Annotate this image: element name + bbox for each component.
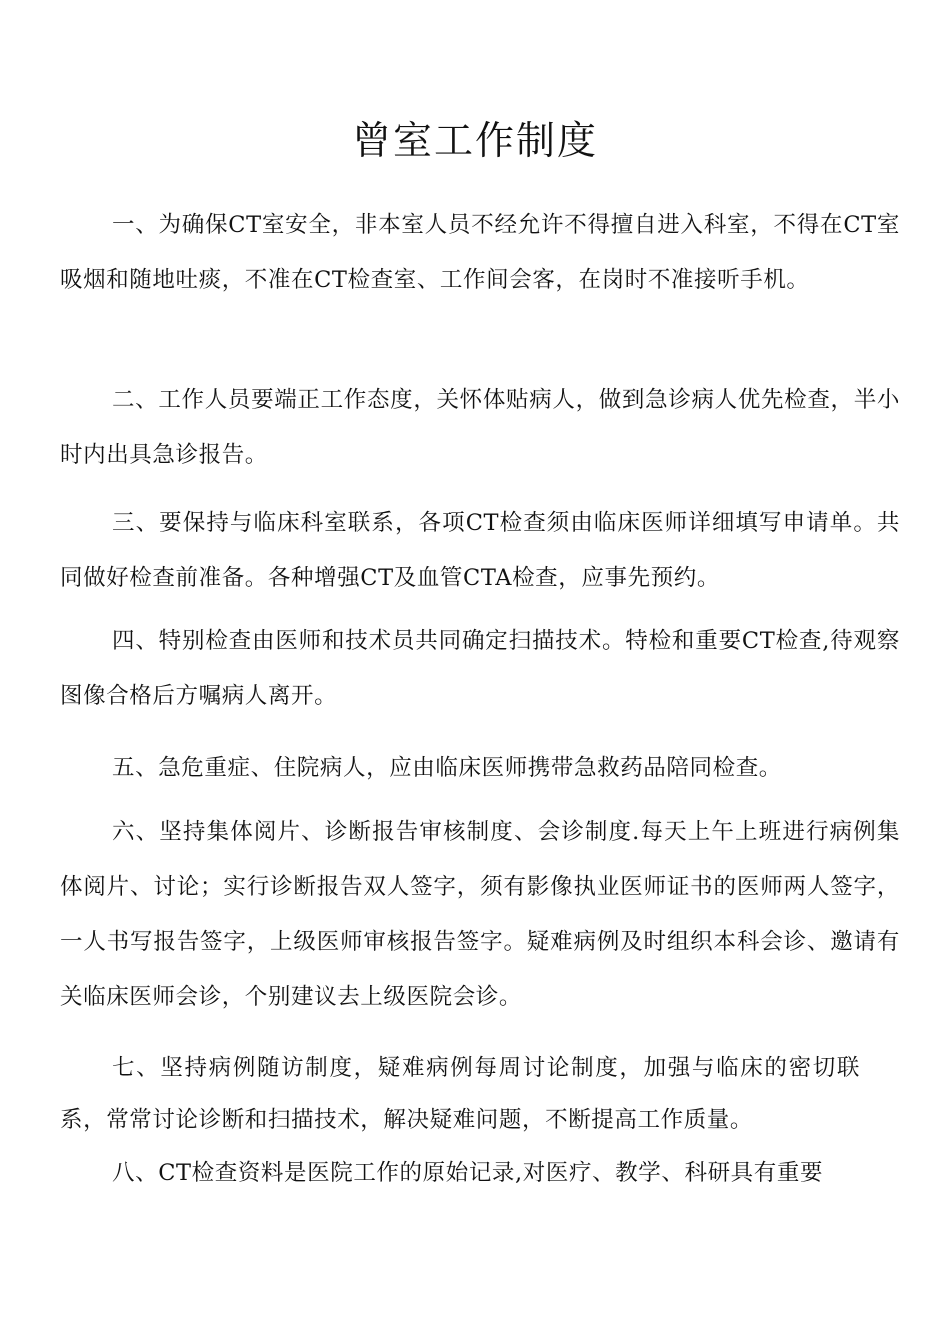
rule-paragraph-1: 一、为确保CT室安全，非本室人员不经允许不得擅自进入科室，不得在CT室吸烟和随地吐痰，不准在CT检查室、工作间会客，在岗时不准接听手机。 <box>60 212 900 293</box>
rule-paragraph-5: 五、急危重症、住院病人，应由临床医师携带急救药品陪同检查。 <box>112 755 782 781</box>
rule-paragraph-4: 四、特别检查由医师和技术员共同确定扫描技术。特检和重要CT检查,待观察图像合格后方嘱病人离开。 <box>60 628 900 709</box>
rule-paragraph-3: 三、要保持与临床科室联系，各项CT检查须由临床医师详细填写申请单。共同做好检查前准备。各种增强CT及血管CTA检查，应事先预约。 <box>60 510 900 591</box>
rule-paragraph-7: 七、坚持病例随访制度，疑难病例每周讨论制度，加强与临床的密切联系，常常讨论诊断和扫描技术，解决疑难问题，不断提高工作质量。 <box>60 1055 860 1133</box>
rule-paragraph-6: 六、坚持集体阅片、诊断报告审核制度、会诊制度.每天上午上班进行病例集体阅片、讨论；实行诊断报告双人签字，须有影像执业医师证书的医师两人签字，一人书写报告签字，上级医师审核报告签字。疑难病例及时组织本科会诊、邀请有关临床医师会诊，个别建议去上级医院会诊。 <box>60 819 900 1010</box>
rule-paragraph-8: 八、CT检查资料是医院工作的原始记录,对医疗、教学、科研具有重要 <box>112 1160 824 1186</box>
document-title: 曾室工作制度 <box>351 119 598 164</box>
rule-paragraph-2: 二、工作人员要端正工作态度，关怀体贴病人，做到急诊病人优先检查，半小时内出具急诊报告。 <box>60 387 900 468</box>
